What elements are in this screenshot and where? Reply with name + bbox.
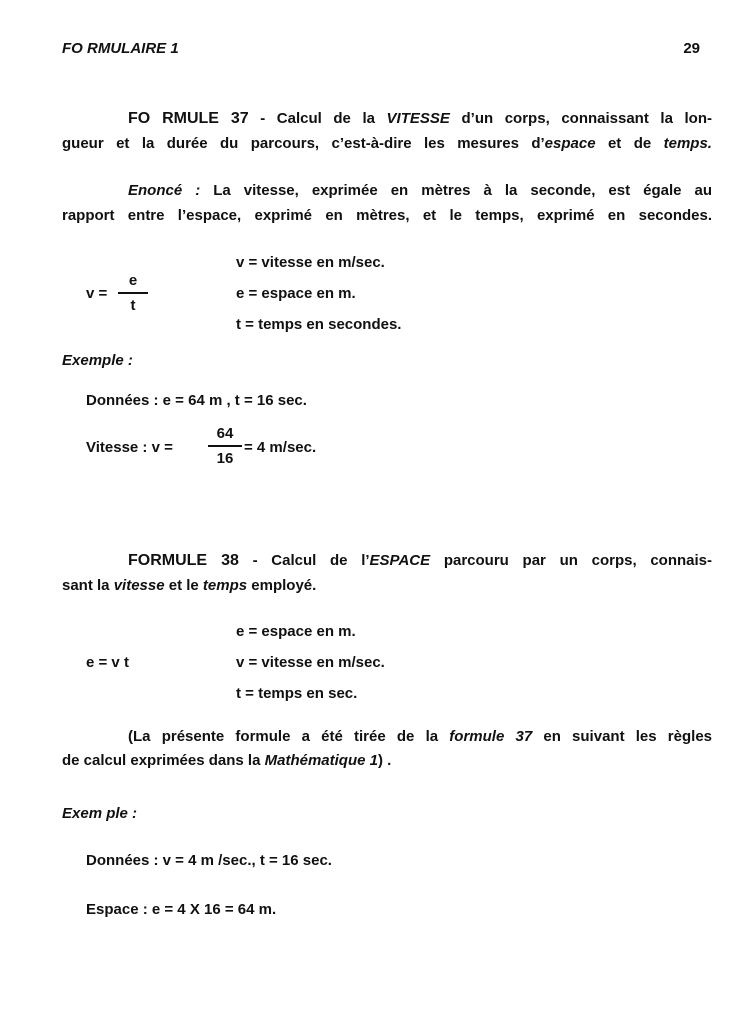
legend-item: t = temps en sec. — [236, 685, 358, 702]
vitesse-label: Vitesse : v = — [86, 439, 173, 456]
formula37-intro-line2: gueur et la durée du parcours, c’est-à-dire les mesures d’espace et de temps. — [62, 135, 712, 152]
example-donnees: Données : e = 64 m , t = 16 sec. — [86, 392, 307, 409]
vitesse-fraction: 64 16 — [208, 424, 242, 469]
vitesse-result: = 4 m/sec. — [244, 439, 317, 456]
enonce-line2: rapport entre l’espace, exprimé en mètres, et le temps, exprimé en secondes. — [62, 207, 712, 224]
formula37-lhs: v = — [86, 285, 108, 302]
legend-item: v = vitesse en m/sec. — [236, 654, 385, 671]
enonce-line1: Enoncé : La vitesse, exprimée en mètres à la seconde, est égale au — [128, 182, 712, 199]
example-espace: Espace : e = 4 X 16 = 64 m. — [86, 901, 277, 918]
enonce-label: Enoncé : — [128, 182, 201, 199]
legend-item: e = espace en m. — [236, 285, 356, 302]
formula38-heading: FORMULE 38 — [128, 552, 239, 569]
fraction-bar — [208, 445, 242, 447]
formula38-expression: e = v t — [86, 654, 129, 671]
example-donnees: Données : v = 4 m /sec., t = 16 sec. — [86, 852, 332, 869]
example-label: Exemple : — [62, 352, 133, 369]
legend-item: t = temps en secondes. — [236, 316, 402, 333]
page-number: 29 — [683, 40, 700, 57]
legend-item: e = espace en m. — [236, 623, 356, 640]
formula37-denominator: t — [130, 297, 136, 314]
formula37-numerator: e — [128, 272, 138, 289]
formula38-intro-line2: sant la vitesse et le temps employé. — [62, 577, 317, 594]
formula38-intro-line1: FORMULE 38 - Calcul de l’ESPACE parcouru par un corps, connais- — [128, 552, 712, 569]
formula37-fraction — [118, 271, 148, 316]
running-header-title: FO RMULAIRE 1 — [62, 40, 179, 57]
example-label: Exem ple : — [62, 805, 138, 822]
note-line1: (La présente formule a été tirée de la formule 37 en suivant les règles — [128, 728, 712, 745]
formula37-intro-line1: FO RMULE 37 - Calcul de la VITESSE d’un corps, connaissant la lon- — [128, 110, 712, 127]
formula37-heading: FO RMULE 37 — [128, 110, 249, 127]
note-line2: de calcul exprimées dans la Mathématique 1) . — [62, 752, 392, 769]
fraction-bar — [118, 292, 148, 294]
legend-item: v = vitesse en m/sec. — [236, 254, 385, 271]
